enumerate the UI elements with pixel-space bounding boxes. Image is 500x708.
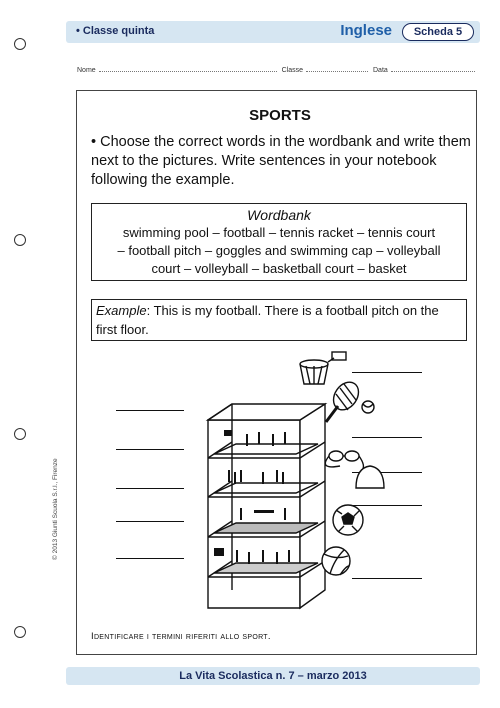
wordbank-title: Wordbank <box>247 207 311 223</box>
wordbank-line: – football pitch – goggles and swimming cap – volleyball <box>117 243 441 258</box>
subject-label: Inglese <box>340 22 392 39</box>
instructions-text: • Choose the correct words in the wordbank and write them next to the pictures. Write sentences in your notebook following the example. <box>91 134 471 188</box>
example-text: : This is my football. There is a football pitch on the first floor. <box>96 303 439 337</box>
sheet-badge: Scheda 5 <box>402 23 474 41</box>
footer-bar: La Vita Scolastica n. 7 – marzo 2013 <box>66 667 480 685</box>
copyright-text: © 2013 Giunti Scuola S.r.l., Firenze <box>52 458 59 560</box>
example-label: Example <box>96 303 147 318</box>
class-label: • Classe quinta <box>76 25 155 37</box>
wordbank-line: court – volleyball – basketball court – basket <box>151 261 407 276</box>
class-field-label: Classe <box>281 67 304 74</box>
page-title: SPORTS <box>249 107 311 124</box>
activity-caption: Identificare i termini riferiti allo sport. <box>91 631 271 642</box>
name-field-label: Nome <box>77 67 96 74</box>
date-field-label: Data <box>373 67 388 74</box>
wordbank-line: swimming pool – football – tennis racket – tennis court <box>122 225 436 240</box>
